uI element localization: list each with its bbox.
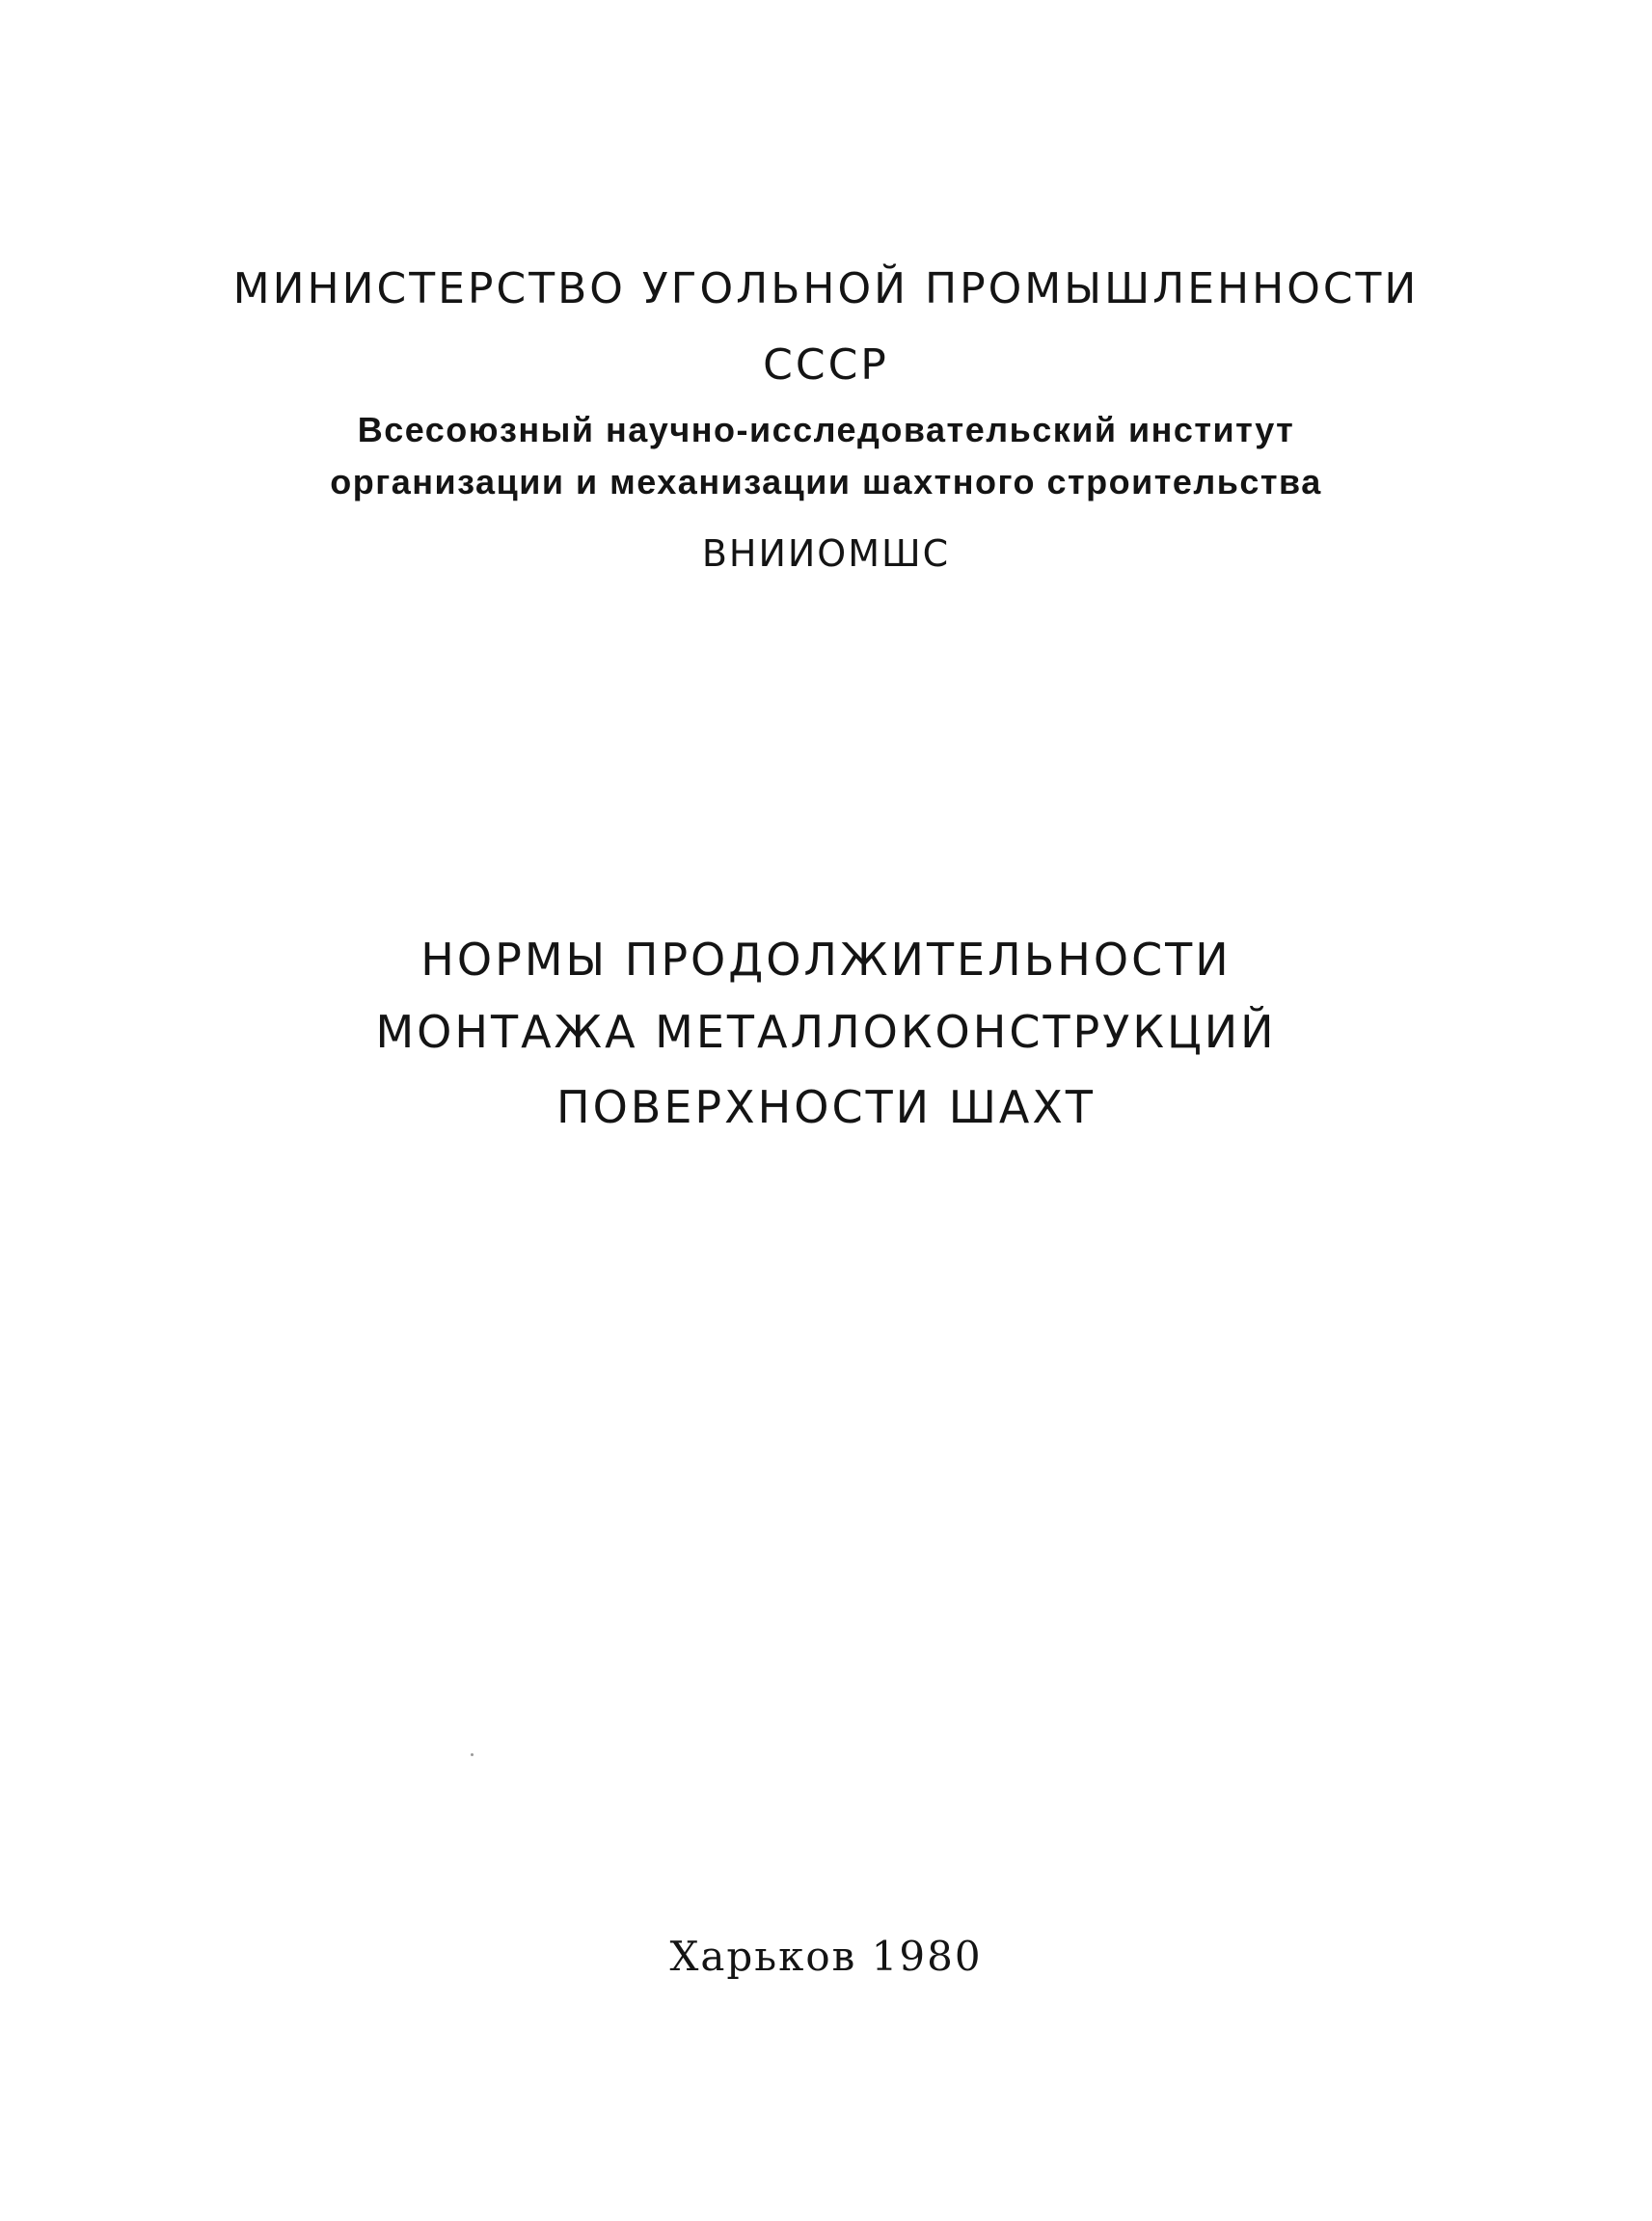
imprint-city-year: Харьков 1980 (669, 1933, 983, 1980)
institute-name-line2: организации и механизации шахтного строительства (330, 462, 1322, 501)
institute-name-line1: Всесоюзный научно-исследовательский институт (357, 410, 1295, 449)
ministry-name-line2: СССР (763, 340, 889, 390)
document-title-line3: ПОВЕРХНОСТИ ШАХТ (556, 1081, 1096, 1133)
ministry-name-line1: МИНИСТЕРСТВО УГОЛЬНОЙ ПРОМЫШЛЕННОСТИ (232, 264, 1420, 313)
institute-acronym: ВНИИОМШС (701, 532, 951, 575)
paper-speck (471, 1753, 474, 1756)
document-title-line1: НОРМЫ ПРОДОЛЖИТЕЛЬНОСТИ (420, 934, 1232, 986)
document-title-line2: МОНТАЖА МЕТАЛЛОКОНСТРУКЦИЙ (375, 1006, 1277, 1058)
